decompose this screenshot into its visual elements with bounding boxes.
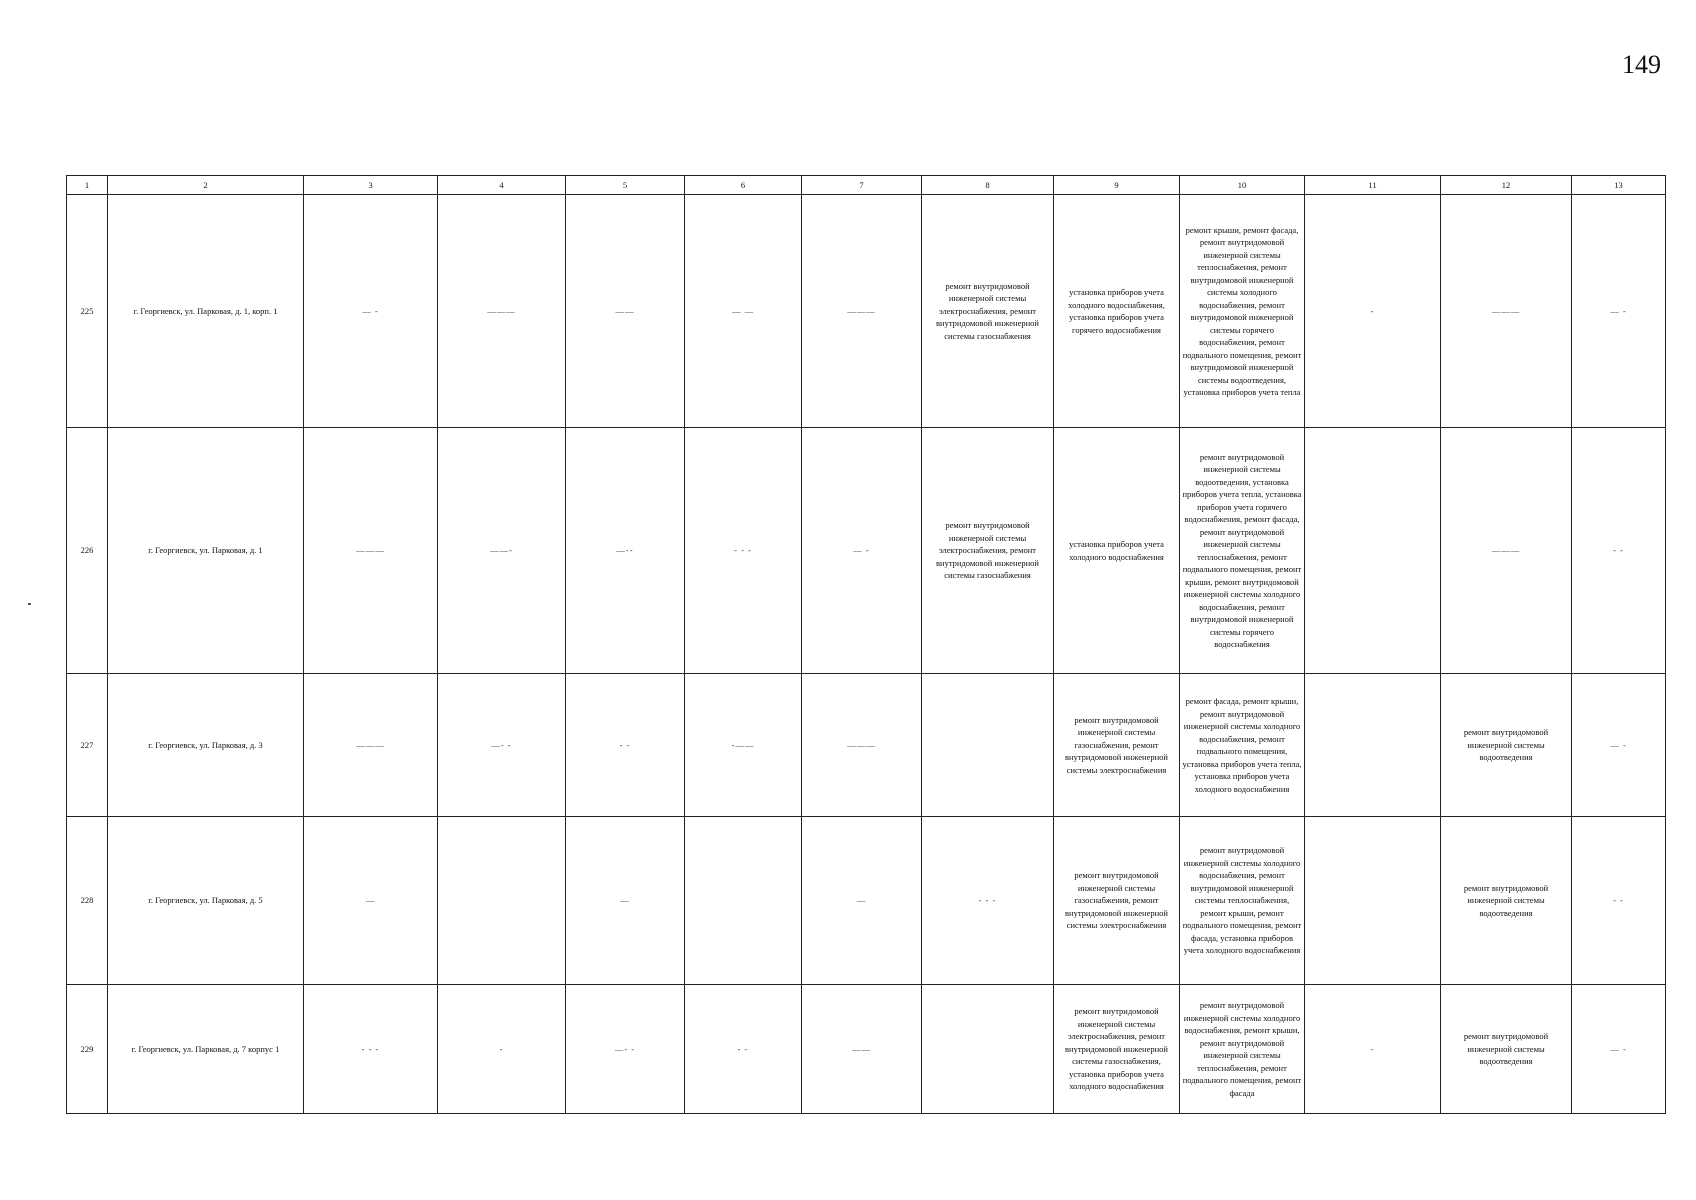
column-number: 9 <box>1054 176 1180 195</box>
works-cell <box>922 985 1054 1114</box>
dash-cell <box>1305 674 1441 817</box>
column-number: 7 <box>802 176 922 195</box>
dash-cell <box>438 817 566 985</box>
works-cell <box>922 674 1054 817</box>
dash-cell: - - - <box>922 817 1054 985</box>
works-cell: ремонт внутридомовой инженерной системы электроснабжения, ремонт внутридомовой инженерной системы газоснабжения, установка приборов учета холодного водоснабжения <box>1054 985 1180 1114</box>
dash-cell: - - - <box>304 985 438 1114</box>
table-row <box>67 817 1666 985</box>
dash-cell: — - <box>304 195 438 428</box>
dash-cell: — - <box>1572 195 1666 428</box>
column-number: 3 <box>304 176 438 195</box>
address-cell: г. Георгиевск, ул. Парковая, д. 1, корп. 1 <box>108 195 304 428</box>
dash-cell: - - <box>566 674 685 817</box>
column-number: 12 <box>1441 176 1572 195</box>
dash-cell <box>1305 817 1441 985</box>
dash-cell: ——- <box>438 428 566 674</box>
dash-cell: — <box>304 817 438 985</box>
dash-cell: - - <box>685 985 802 1114</box>
works-cell: ремонт внутридомовой инженерной системы холодного водоснабжения, ремонт внутридомовой инженерной системы теплоснабжения, ремонт крыши, ремонт подвального помещения, ремонт фасада, установка приборов учета холодного водоснабжения <box>1180 817 1305 985</box>
dash-cell: — <box>566 817 685 985</box>
column-number: 11 <box>1305 176 1441 195</box>
works-cell: ремонт внутридомовой инженерной системы водоотведения <box>1441 985 1572 1114</box>
dash-cell: — — <box>685 195 802 428</box>
row-number: 225 <box>67 195 108 428</box>
works-cell: ремонт внутридомовой инженерной системы холодного водоснабжения, ремонт крыши, ремонт внутридомовой инженерной системы теплоснабжения, ремонт подвального помещения, ремонт фасада <box>1180 985 1305 1114</box>
dash-cell: —— <box>802 985 922 1114</box>
dash-cell: —- - <box>438 674 566 817</box>
column-number: 4 <box>438 176 566 195</box>
column-number-header-row <box>67 176 1666 195</box>
dash-cell: - - - <box>685 428 802 674</box>
address-cell: г. Георгиевск, ул. Парковая, д. 5 <box>108 817 304 985</box>
dash-cell: —-- <box>566 428 685 674</box>
column-number: 10 <box>1180 176 1305 195</box>
dash-cell: — - <box>1572 674 1666 817</box>
scan-speck <box>28 603 31 605</box>
dash-cell: — - <box>1572 985 1666 1114</box>
column-number: 1 <box>67 176 108 195</box>
works-cell: ремонт внутридомовой инженерной системы водоотведения, установка приборов учета тепла, установка приборов учета горячего водоснабжения, ремонт фасада, ремонт внутридомовой инженерной системы теплоснабжения, ремонт подвального помещения, ремонт крыши, ремонт внутридомовой инженерной системы холодного водоснабжения, ремонт внутридомовой инженерной системы горячего водоснабжения <box>1180 428 1305 674</box>
dash-cell: ——— <box>802 195 922 428</box>
dash-cell <box>1305 428 1441 674</box>
dash-cell: - <box>1305 195 1441 428</box>
dash-cell: ——— <box>1441 428 1572 674</box>
works-cell: ремонт крыши, ремонт фасада, ремонт внутридомовой инженерной системы теплоснабжения, ремонт внутридомовой инженерной системы холодного водоснабжения, ремонт внутридомовой инженерной системы горячего водоснабжения, ремонт подвального помещения, ремонт внутридомовой инженерной системы водоотведения, установка приборов учета тепла <box>1180 195 1305 428</box>
row-number: 228 <box>67 817 108 985</box>
dash-cell: ——— <box>1441 195 1572 428</box>
table-row <box>67 985 1666 1114</box>
works-cell: установка приборов учета холодного водоснабжения, установка приборов учета горячего водоснабжения <box>1054 195 1180 428</box>
column-number: 13 <box>1572 176 1666 195</box>
dash-cell: - <box>438 985 566 1114</box>
address-cell: г. Георгиевск, ул. Парковая, д. 3 <box>108 674 304 817</box>
table-row <box>67 428 1666 674</box>
works-cell: ремонт внутридомовой инженерной системы электроснабжения, ремонт внутридомовой инженерной системы газоснабжения <box>922 428 1054 674</box>
dash-cell: - - <box>1572 428 1666 674</box>
dash-cell: - - <box>1572 817 1666 985</box>
works-cell: установка приборов учета холодного водоснабжения <box>1054 428 1180 674</box>
works-cell: ремонт внутридомовой инженерной системы газоснабжения, ремонт внутридомовой инженерной системы электроснабжения <box>1054 817 1180 985</box>
dash-cell: ——— <box>802 674 922 817</box>
dash-cell: ——— <box>304 674 438 817</box>
works-cell: ремонт фасада, ремонт крыши, ремонт внутридомовой инженерной системы холодного водоснабжения, ремонт подвального помещения, установка приборов учета тепла, установка приборов учета холодного водоснабжения <box>1180 674 1305 817</box>
works-cell: ремонт внутридомовой инженерной системы водоотведения <box>1441 674 1572 817</box>
address-cell: г. Георгиевск, ул. Парковая, д. 1 <box>108 428 304 674</box>
dash-cell: -—— <box>685 674 802 817</box>
table-row <box>67 195 1666 428</box>
dash-cell: —— <box>566 195 685 428</box>
works-cell: ремонт внутридомовой инженерной системы водоотведения <box>1441 817 1572 985</box>
works-cell: ремонт внутридомовой инженерной системы газоснабжения, ремонт внутридомовой инженерной системы электроснабжения <box>1054 674 1180 817</box>
address-cell: г. Георгиевск, ул. Парковая, д. 7 корпус 1 <box>108 985 304 1114</box>
row-number: 229 <box>67 985 108 1114</box>
row-number: 227 <box>67 674 108 817</box>
works-table <box>66 175 1666 1114</box>
column-number: 6 <box>685 176 802 195</box>
dash-cell: — - <box>802 428 922 674</box>
column-number: 2 <box>108 176 304 195</box>
dash-cell <box>685 817 802 985</box>
dash-cell: ——— <box>304 428 438 674</box>
dash-cell: ——— <box>438 195 566 428</box>
column-number: 5 <box>566 176 685 195</box>
works-cell: ремонт внутридомовой инженерной системы электроснабжения, ремонт внутридомовой инженерной системы газоснабжения <box>922 195 1054 428</box>
dash-cell: —- - <box>566 985 685 1114</box>
row-number: 226 <box>67 428 108 674</box>
column-number: 8 <box>922 176 1054 195</box>
page-number: 149 <box>1622 50 1661 79</box>
dash-cell: — <box>802 817 922 985</box>
dash-cell: - <box>1305 985 1441 1114</box>
table-row <box>67 674 1666 817</box>
